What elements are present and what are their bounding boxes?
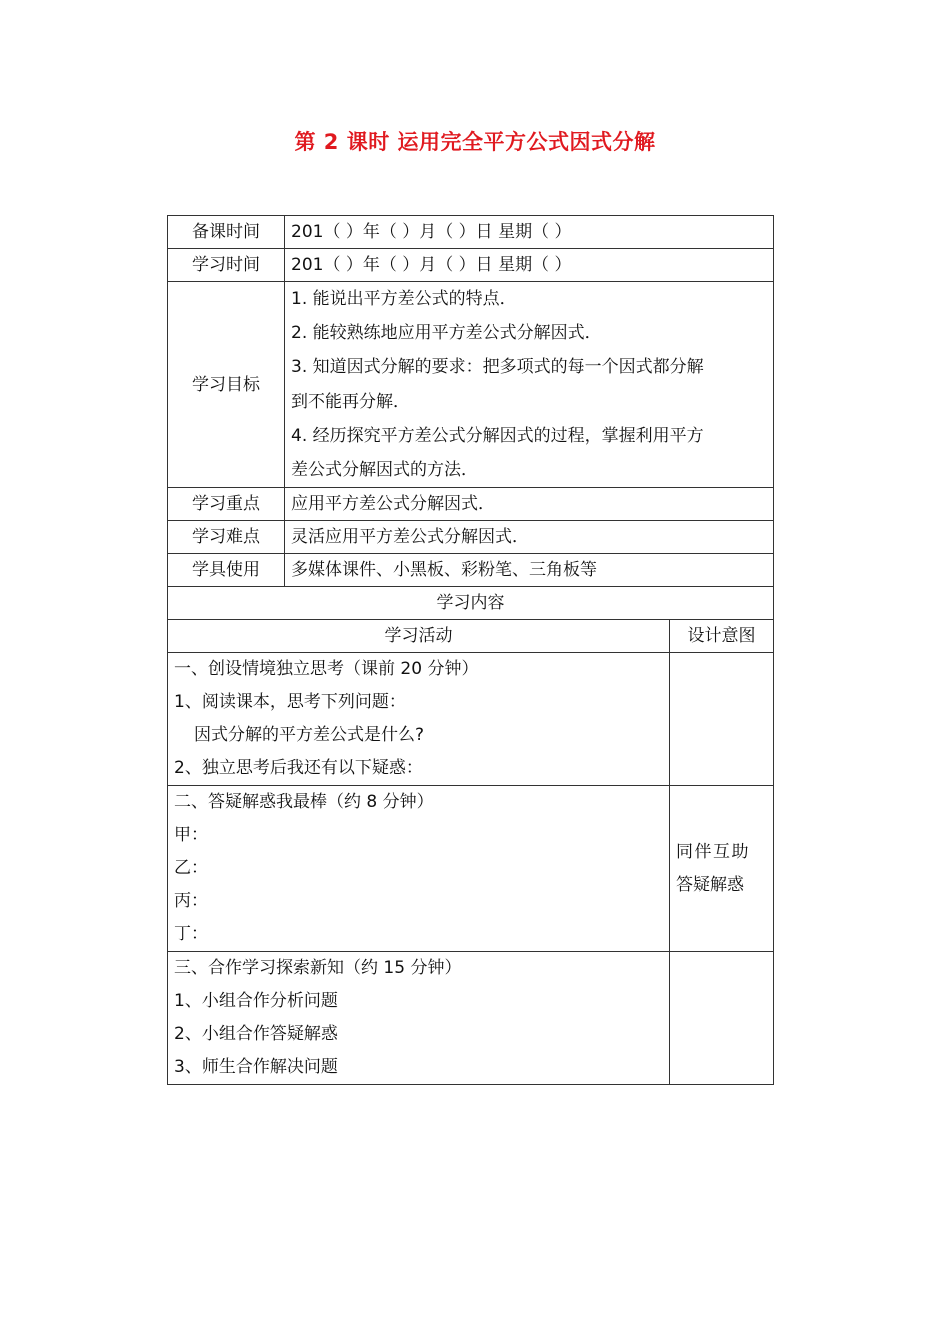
tools-row xyxy=(168,554,774,587)
activity-cell xyxy=(168,786,670,952)
section-heading: 一、创设情境独立思考（课前 20 分钟） xyxy=(174,659,479,680)
objectives-label: 学习目标 xyxy=(168,282,285,488)
activity-line: 1、小组合作分析问题 xyxy=(174,991,338,1012)
key-point-row xyxy=(168,488,774,521)
activity-cell xyxy=(168,952,670,1085)
key-point-value: 应用平方差公式分解因式． xyxy=(285,488,774,521)
intent-cell xyxy=(670,653,774,786)
objective-line: 3. 知道因式分解的要求：把多项式的每一个因式都分解 xyxy=(291,357,704,378)
section-heading: 三、合作学习探索新知（约 15 分钟） xyxy=(174,958,462,979)
activity-cell xyxy=(168,653,670,786)
intent-cell xyxy=(670,786,774,952)
lesson-plan-table xyxy=(167,215,774,1085)
activity-line: 丁： xyxy=(174,924,208,945)
objective-line: 2. 能较熟练地应用平方差公式分解因式． xyxy=(291,323,602,344)
page-title: 第 2 课时 运用完全平方公式因式分解 xyxy=(294,130,656,154)
intent-line: 同伴互助 xyxy=(676,841,750,862)
activity-line: 因式分解的平方差公式是什么? xyxy=(194,725,425,746)
key-point-label: 学习重点 xyxy=(168,488,285,521)
content-header: 学习内容 xyxy=(168,587,774,620)
activity-line: 1、阅读课本，思考下列问题： xyxy=(174,692,406,713)
activity-line: 甲： xyxy=(174,825,208,846)
section-row xyxy=(168,653,774,786)
activity-line: 丙： xyxy=(174,891,208,912)
objectives-row xyxy=(168,282,774,488)
section-row xyxy=(168,952,774,1085)
tools-label: 学具使用 xyxy=(168,554,285,587)
section-row xyxy=(168,786,774,952)
study-time-row xyxy=(168,249,774,282)
activity-line: 3、师生合作解决问题 xyxy=(174,1057,338,1078)
intent-line: 答疑解惑 xyxy=(676,874,744,895)
column-header-row xyxy=(168,620,774,653)
difficulty-value: 灵活应用平方差公式分解因式． xyxy=(285,521,774,554)
activity-header: 学习活动 xyxy=(168,620,670,653)
objective-line: 差公式分解因式的方法． xyxy=(291,459,478,480)
objective-line: 4. 经历探究平方差公式分解因式的过程，掌握利用平方 xyxy=(291,425,704,446)
prep-time-label: 备课时间 xyxy=(168,216,285,249)
activity-line: 乙： xyxy=(174,858,208,879)
objectives-list xyxy=(285,282,774,488)
prep-time-value: 201（ ）年（ ）月（ ）日 星期（ ） xyxy=(285,216,774,249)
difficulty-label: 学习难点 xyxy=(168,521,285,554)
activity-line: 2、独立思考后我还有以下疑惑： xyxy=(174,758,423,779)
section-heading: 二、答疑解惑我最棒（约 8 分钟） xyxy=(174,792,434,813)
objective-line: 到不能再分解． xyxy=(291,391,410,412)
objective-line: 1. 能说出平方差公式的特点． xyxy=(291,289,517,309)
study-time-label: 学习时间 xyxy=(168,249,285,282)
difficulty-row xyxy=(168,521,774,554)
content-header-row xyxy=(168,587,774,620)
prep-time-row xyxy=(168,216,774,249)
intent-cell xyxy=(670,952,774,1085)
tools-value: 多媒体课件、小黑板、彩粉笔、三角板等 xyxy=(285,554,774,587)
study-time-value: 201（ ）年（ ）月（ ）日 星期（ ） xyxy=(285,249,774,282)
intent-header: 设计意图 xyxy=(670,620,774,653)
activity-line: 2、小组合作答疑解惑 xyxy=(174,1024,338,1045)
